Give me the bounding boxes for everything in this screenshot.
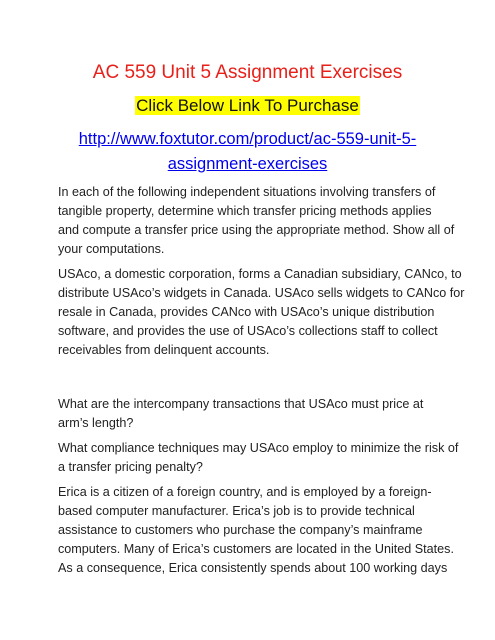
paragraph-question-1 [58, 395, 448, 433]
paragraph-line: USAco, a domestic corporation, forms a Canadian subsidiary, CANco, to [58, 267, 462, 281]
paragraph-line: based computer manufacturer. Erica’s job is to provide technical [58, 504, 415, 518]
purchase-link-line-2[interactable]: assignment-exercises [167, 155, 328, 173]
paragraph-line: a transfer pricing penalty? [58, 460, 203, 474]
purchase-link[interactable] [40, 127, 455, 177]
paragraph-line: What compliance techniques may USAco employ to minimize the risk of [58, 441, 459, 455]
paragraph-line: arm’s length? [58, 416, 134, 430]
paragraph-line: What are the intercompany transactions that USAco must price at [58, 397, 424, 411]
paragraph-line: resale in Canada, provides CANco with USAco’s unique distribution [58, 305, 435, 319]
paragraph-line: As a consequence, Erica consistently spends about 100 working days [58, 561, 448, 575]
purchase-prompt-text: Click Below Link To Purchase [136, 96, 359, 115]
paragraph-line: your computations. [58, 242, 165, 256]
paragraph-line: assistance to customers who purchase the company’s mainframe [58, 523, 423, 537]
paragraph-line: distribute USAco’s widgets in Canada. USAco sells widgets to CANco for [58, 286, 465, 300]
paragraph-question-2 [58, 439, 459, 477]
paragraph-line: software, and provides the use of USAco’s collections staff to collect [58, 324, 438, 338]
paragraph-usaco-scenario [58, 265, 465, 360]
paragraph-instructions [58, 183, 455, 259]
paragraph-line: receivables from delinquent accounts. [58, 343, 270, 357]
paragraph-line: and compute a transfer price using the appropriate method. Show all of [58, 223, 455, 237]
document-title: AC 559 Unit 5 Assignment Exercises [92, 62, 403, 83]
paragraph-line: In each of the following independent situations involving transfers of [58, 185, 436, 199]
paragraph-erica-scenario [58, 483, 454, 578]
paragraph-line: Erica is a citizen of a foreign country, and is employed by a foreign- [58, 485, 432, 499]
purchase-prompt [0, 96, 495, 116]
purchase-link-line-1[interactable]: http://www.foxtutor.com/product/ac-559-unit-5- [78, 130, 417, 148]
paragraph-line: tangible property, determine which transfer pricing methods applies [58, 204, 432, 218]
paragraph-line: computers. Many of Erica’s customers are located in the United States. [58, 542, 454, 556]
